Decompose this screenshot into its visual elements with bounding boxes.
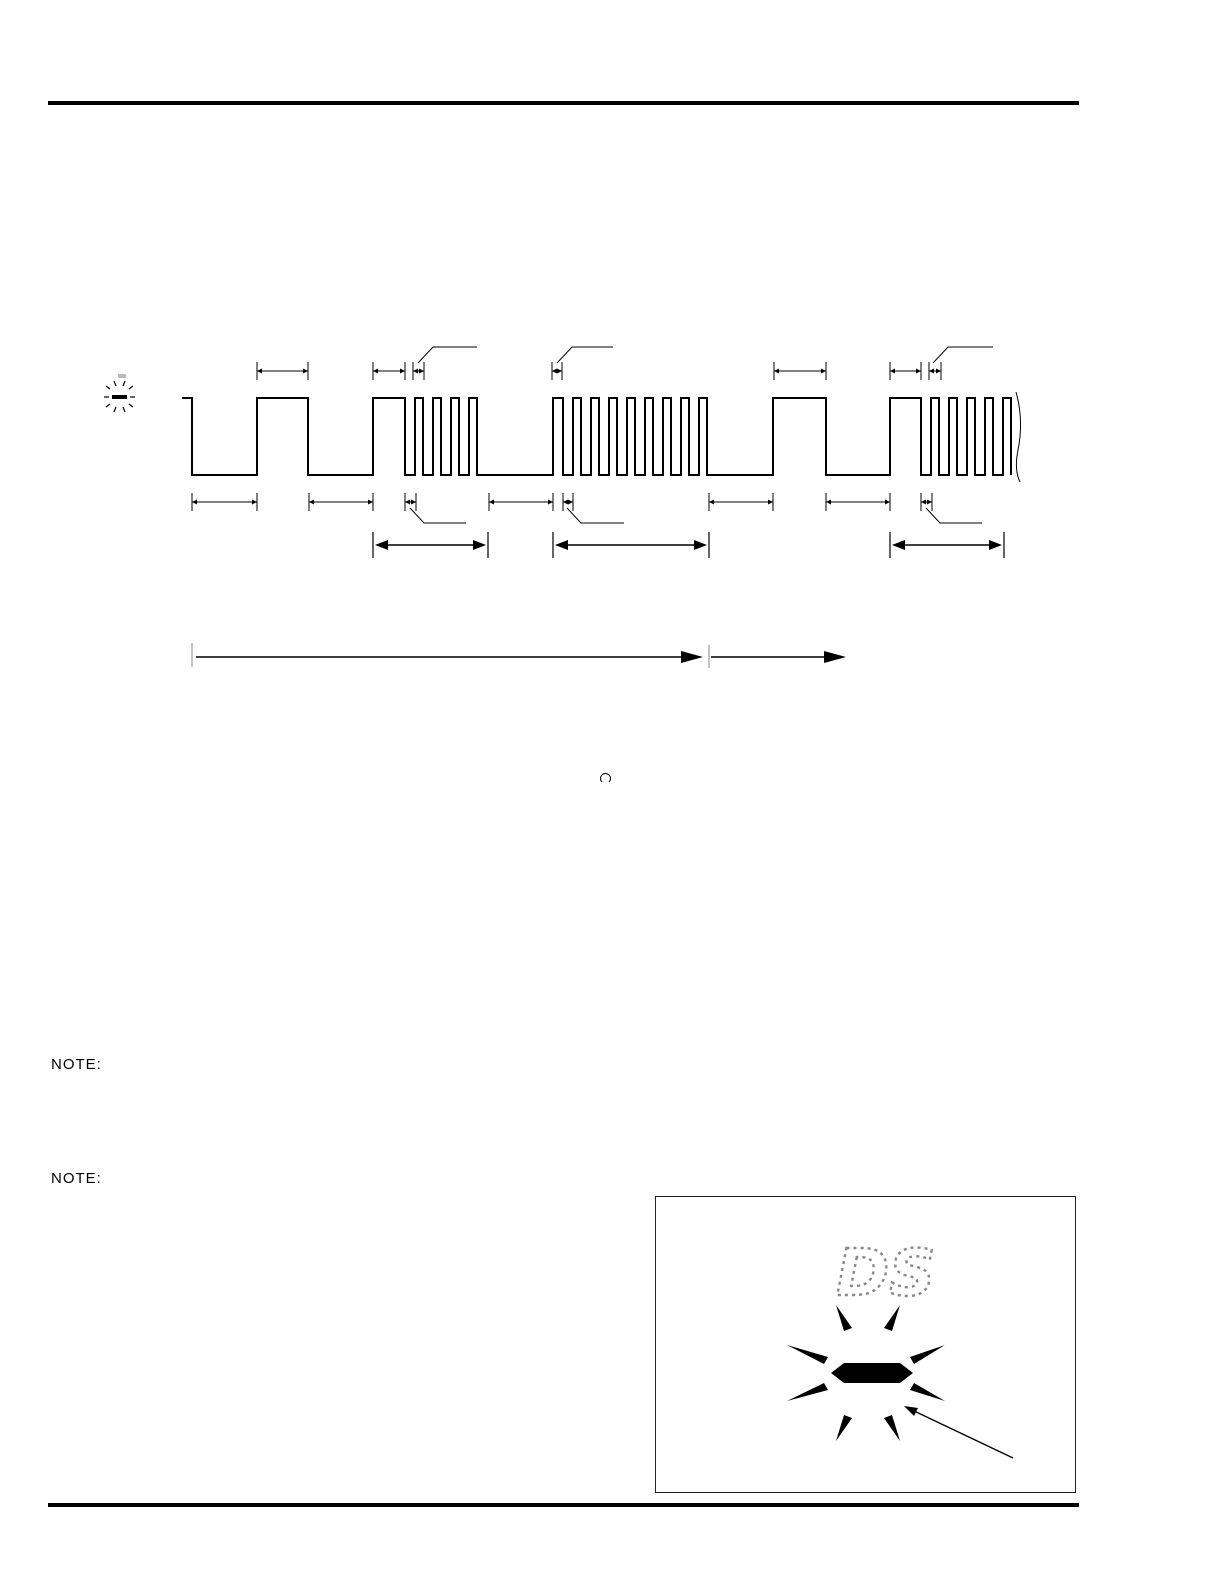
arrowhead bbox=[368, 500, 373, 505]
arrowhead bbox=[709, 500, 714, 505]
arrowhead bbox=[921, 500, 926, 505]
arrowhead bbox=[257, 369, 262, 374]
dimension-line bbox=[709, 493, 773, 511]
arrowhead bbox=[768, 500, 773, 505]
arrowhead bbox=[473, 540, 486, 550]
arrowhead bbox=[890, 369, 895, 374]
arrowhead bbox=[826, 500, 831, 505]
dimension-line bbox=[309, 493, 373, 511]
dimension-line bbox=[826, 493, 890, 511]
arrowhead bbox=[192, 500, 197, 505]
arrowhead bbox=[252, 500, 257, 505]
dimension-line bbox=[373, 362, 405, 380]
repeat-circle-icon bbox=[600, 773, 611, 784]
timing-dimension-lines bbox=[192, 362, 941, 511]
dimension-line bbox=[563, 493, 573, 511]
dimension-line bbox=[890, 362, 921, 380]
callout-leader bbox=[410, 508, 466, 523]
arrowhead bbox=[885, 500, 890, 505]
arrowhead bbox=[552, 369, 557, 374]
arrowhead bbox=[419, 369, 424, 374]
small-flashing-indicator-icon bbox=[104, 374, 135, 412]
dimension-line bbox=[774, 362, 826, 380]
pointer-arrow bbox=[904, 1406, 1013, 1458]
arrowhead bbox=[548, 500, 553, 505]
dimension-line bbox=[192, 493, 257, 511]
callout-leader bbox=[933, 347, 993, 363]
arrowhead bbox=[694, 540, 707, 550]
dimension-line bbox=[489, 493, 553, 511]
callout-leader-lines bbox=[410, 347, 993, 523]
arrowhead bbox=[489, 500, 494, 505]
group-span-arrow bbox=[553, 532, 709, 558]
arrowhead bbox=[373, 369, 378, 374]
arrowhead bbox=[989, 540, 1002, 550]
note-label: NOTE: bbox=[51, 1170, 102, 1187]
arrowhead bbox=[927, 500, 932, 505]
arrowhead bbox=[936, 369, 941, 374]
callout-leader bbox=[418, 347, 477, 363]
arrowhead bbox=[555, 540, 568, 550]
repeat-sequence-arrows bbox=[192, 643, 846, 668]
arrowhead bbox=[411, 500, 416, 505]
flashing-indicator-icon bbox=[787, 1305, 945, 1441]
pulse-group-arrows bbox=[373, 532, 1004, 558]
arrowhead bbox=[375, 540, 388, 550]
callout-leader bbox=[567, 508, 624, 523]
arrowhead bbox=[413, 369, 418, 374]
blink-code-waveform-diagram bbox=[0, 0, 1224, 700]
dimension-line bbox=[413, 362, 424, 380]
pulse-train-waveform bbox=[182, 398, 1011, 475]
arrowhead bbox=[405, 500, 410, 505]
arrowhead bbox=[821, 369, 826, 374]
dimension-line bbox=[929, 362, 941, 380]
footer-rule bbox=[48, 1503, 1079, 1507]
display-indicator-text: DS bbox=[836, 1237, 936, 1311]
arrowhead bbox=[557, 369, 562, 374]
arrowhead bbox=[824, 651, 846, 663]
arrowhead bbox=[774, 369, 779, 374]
callout-leader bbox=[926, 508, 982, 523]
arrowhead bbox=[303, 369, 308, 374]
arrowhead bbox=[563, 500, 568, 505]
dimension-line bbox=[552, 362, 562, 380]
arrowhead bbox=[400, 369, 405, 374]
dimension-line bbox=[257, 362, 308, 380]
arrowhead bbox=[681, 651, 703, 663]
note-label: NOTE: bbox=[51, 1056, 102, 1073]
arrowhead bbox=[309, 500, 314, 505]
arrowhead bbox=[568, 500, 573, 505]
arrowhead bbox=[916, 369, 921, 374]
callout-leader bbox=[557, 347, 613, 363]
group-span-arrow bbox=[373, 532, 488, 558]
group-span-arrow bbox=[890, 532, 1004, 558]
waveform-break-mark bbox=[1016, 392, 1021, 482]
display-illustration-frame bbox=[655, 1196, 1076, 1493]
arrowhead bbox=[892, 540, 905, 550]
arrowhead bbox=[929, 369, 934, 374]
